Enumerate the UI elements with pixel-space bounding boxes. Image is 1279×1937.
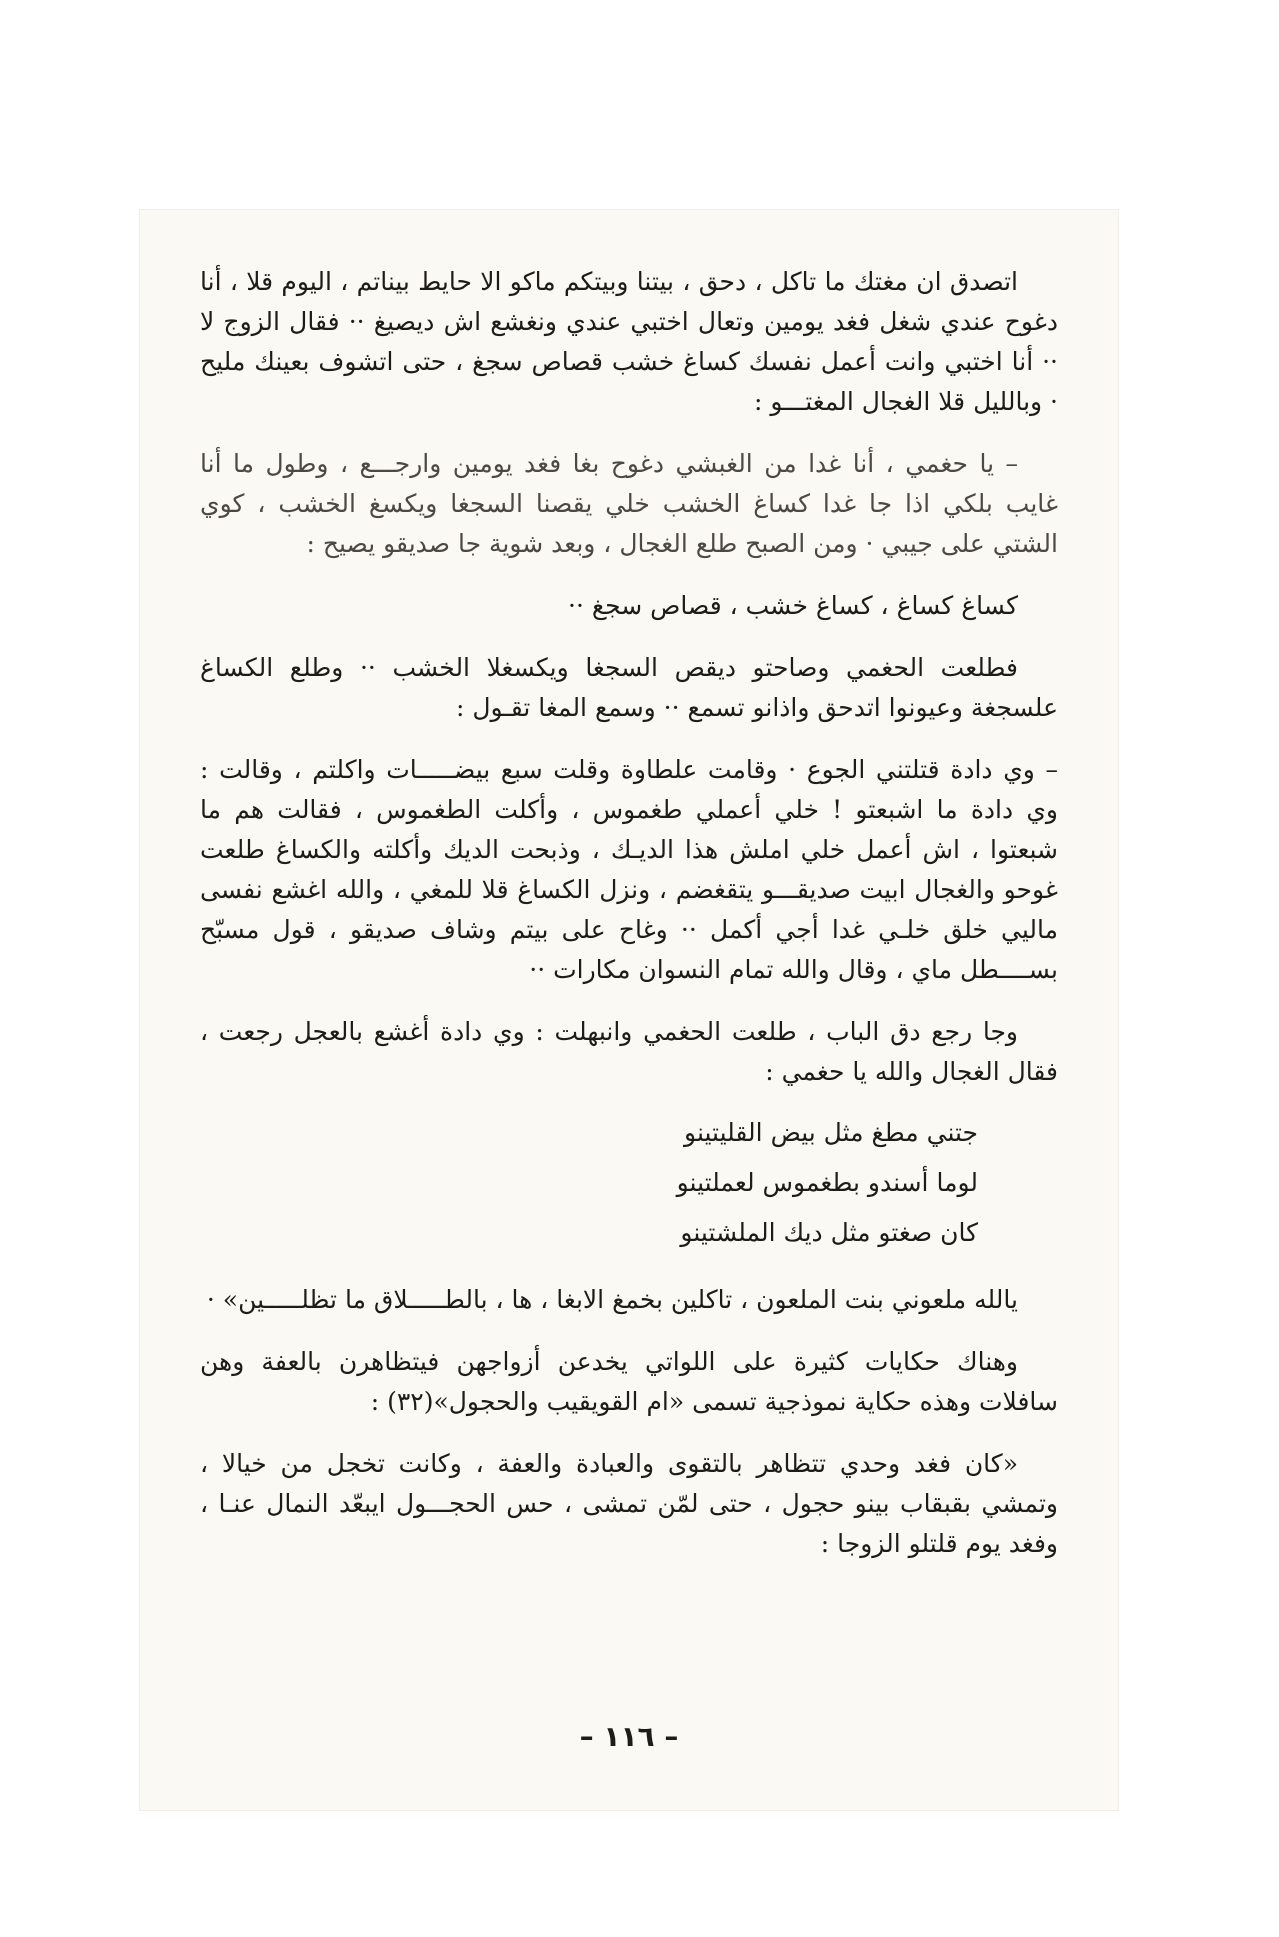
- verse-block: [200, 1108, 1058, 1258]
- paragraph-5: – وي دادة قتلتني الجوع · وقامت علطاوة وقلت سبع بيضـــــات واكلتم ، وقالت : وي دادة ما اشبعتو ! خلي أعملي طغموس ، وأكلت الطغموس ، فقالت هم ما شبعتوا ، اش أعمل خلي املش هذا الديـك ، وذبحت الديك وأكلته والكساغ طلعت غوحو والغجال ابيت صديقـــو يتقغضم ، ونزل الكساغ قلا للمغي ، والله اغشع نفسى ماليي خلق خلـي غدا أجي أكمل ·· وغاح على بيتم وشاف صديقو ، قول مسبّح بســــطل ماي ، وقال والله تمام النسوان مكارات ··: [200, 755, 1058, 984]
- verse-line-2: لوما أسندو بطغموس لعملتينو: [676, 1168, 978, 1197]
- paragraph-9: «كان فغد وحدي تتظاهر بالتقوى والعبادة والعفة ، وكانت تخجل من خيالا ، وتمشي بقبقاب بينو حجول ، حتى لمّن تمشى ، حس الحجـــول ايبعّد النمال عنـا ، وفغد يوم قلتلو الزوجا :: [200, 1449, 1058, 1558]
- page-number: – ١١٦ –: [579, 1720, 679, 1753]
- paragraph-4: فطلعت الحغمي وصاحتو ديقص السجغا ويكسغلا الخشب ·· وطلع الكساغ علسجغة وعيونوا اتدحق واذانو تسمع ·· وسمع المغا تقـول :: [200, 653, 1058, 722]
- paragraph-1: اتصدق ان مغتك ما تاكل ، دحق ، بيتنا وبيتكم ماكو الا حايط بيناتم ، اليوم قلا ، أنا دغوح عندي شغل فغد يومين وتعال اختبي عندي ونغشع اش ديصيغ ·· فقال الزوج لا ·· أنا اختبي وانت أعمل نفسك كساغ خشب قصاص سجغ ، حتى اتشوف بعينك مليح · وبالليل قلا الغجال المغتـــو :: [200, 267, 1058, 416]
- paragraph-2: – يا حغمي ، أنا غدا من الغبشي دغوح بغا فغد يومين وارجـــع ، وطول ما أنا غايب بلكي اذا جا غدا كساغ الخشب خلي يقصنا السجغا ويكسغ الخشب ، كوي الشتي على جيبي · ومن الصبح طلع الغجال ، وبعد شوية جا صديقو يصيح :: [200, 449, 1058, 558]
- page-text: [200, 262, 1058, 1564]
- paragraph-3: كساغ كساغ ، كساغ خشب ، قصاص سجغ ··: [568, 591, 1018, 620]
- paragraph-7: يالله ملعوني بنت الملعون ، تاكلين بخمغ الابغا ، ها ، بالطـــــلاق ما تظلـــــين» ·: [206, 1285, 1018, 1314]
- scanned-book-page: [140, 210, 1118, 1810]
- verse-line-3: كان صغتو مثل ديك الملشتينو: [680, 1218, 978, 1247]
- paragraph-6: وجا رجع دق الباب ، طلعت الحغمي وانبهلت : وي دادة أغشع بالعجل رجعت ، فقال الغجال والله يا حغمي :: [200, 1017, 1058, 1086]
- paragraph-8: وهناك حكايات كثيرة على اللواتي يخدعن أزواجهن فيتظاهرن بالعفة وهن سافلات وهذه حكاية نموذجية تسمى «ام القويقيب والحجول»(٣٢) :: [200, 1347, 1058, 1416]
- verse-line-1: جتني مطغ مثل بيض القليتينو: [684, 1118, 978, 1147]
